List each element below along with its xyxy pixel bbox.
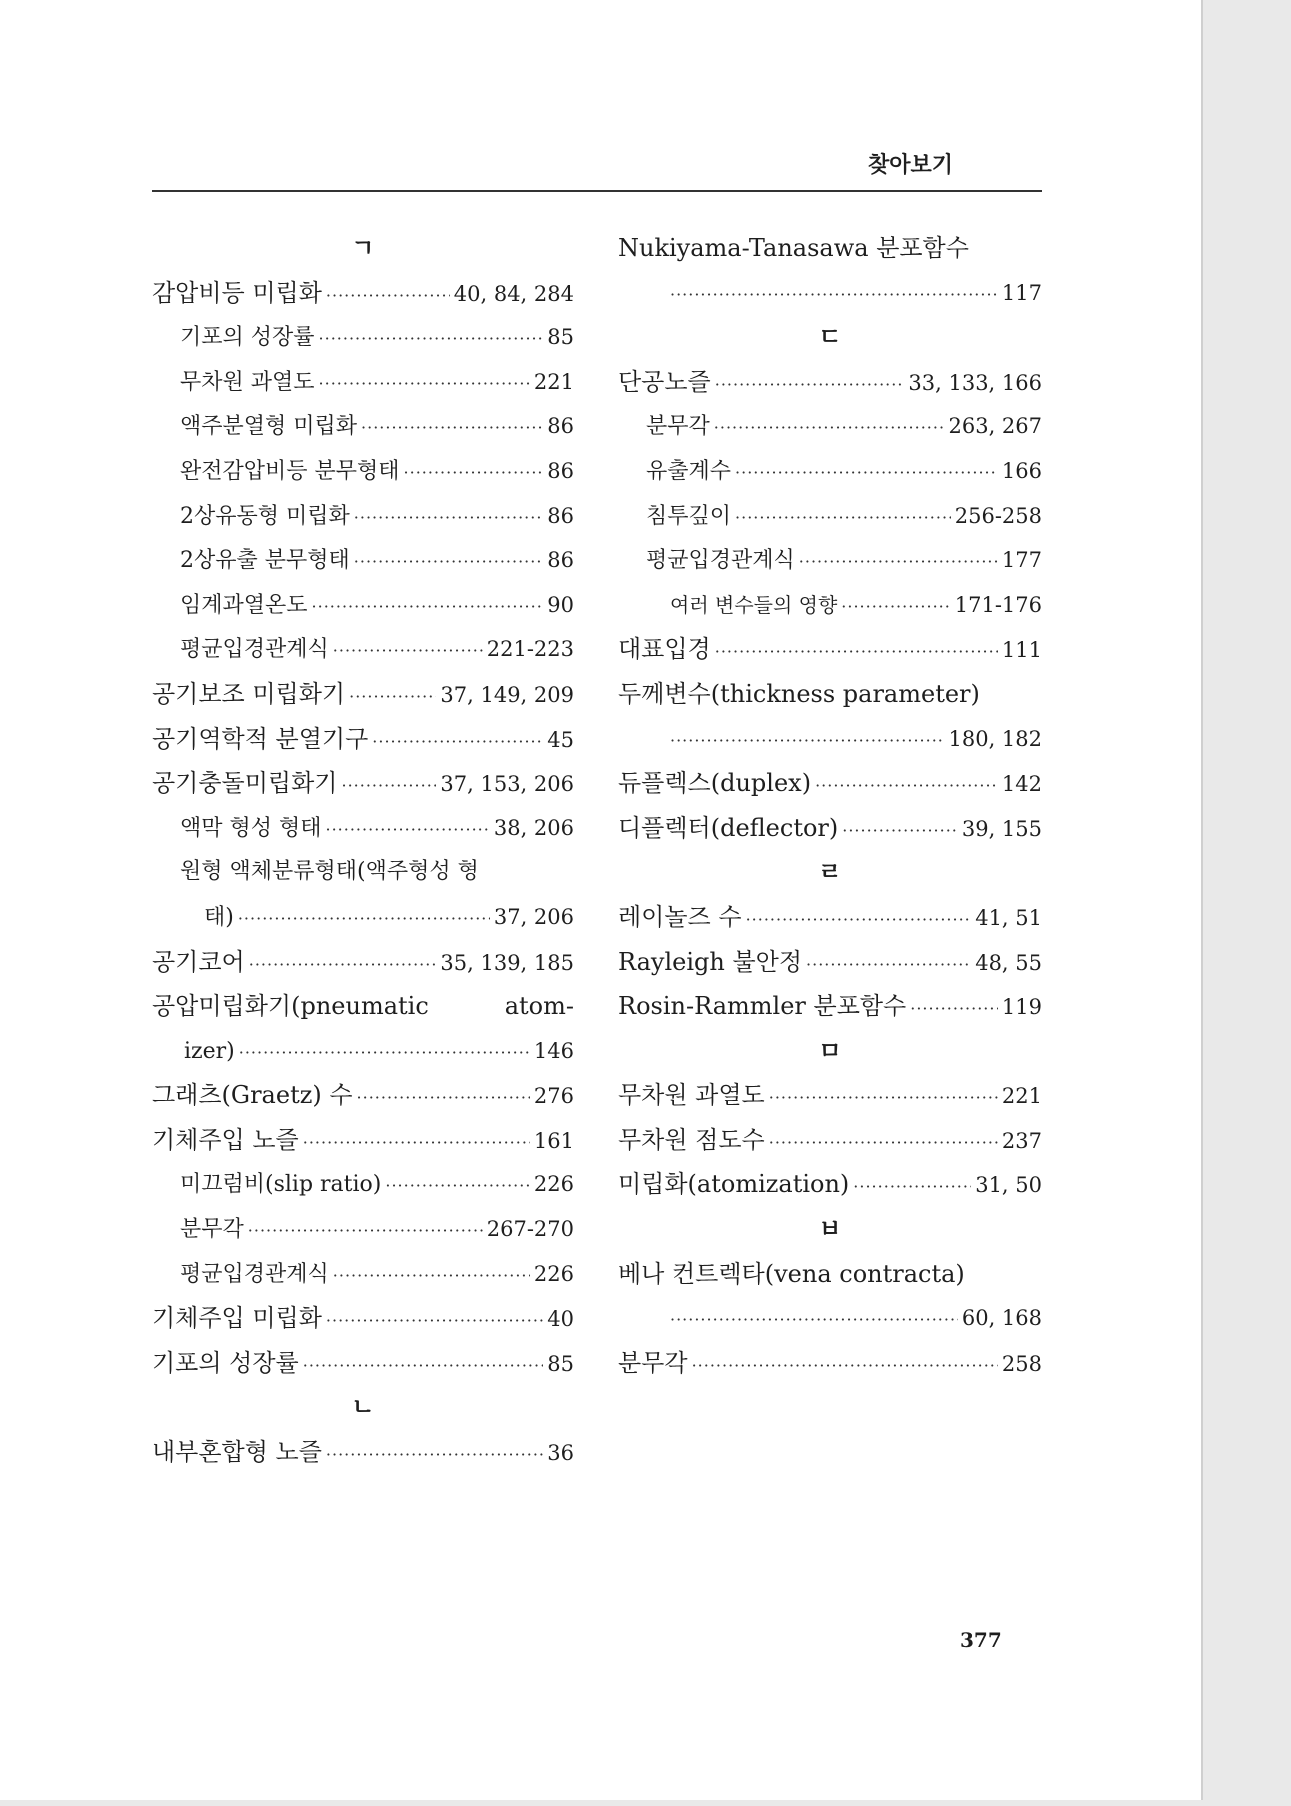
index-term: 베나 컨트렉타(vena contracta): [618, 1259, 965, 1288]
index-term: 무차원 과열도: [618, 1081, 765, 1110]
index-page-refs: 111: [1001, 638, 1042, 663]
index-page-refs: 39, 155: [961, 816, 1042, 841]
index-page-refs: 166: [1001, 458, 1042, 483]
index-page-refs: 86: [547, 548, 574, 573]
index-entry: [618, 1252, 1042, 1297]
leader-dots: [746, 898, 972, 943]
index-page-refs: 226: [533, 1172, 574, 1197]
section-letter: [618, 850, 1042, 895]
leader-dots: [333, 1254, 530, 1299]
index-page-refs: 60, 168: [961, 1306, 1042, 1331]
index-page-refs: 119: [1001, 995, 1042, 1020]
index-entry: [618, 226, 1042, 271]
index-term: Rosin-Rammler 분포함수: [618, 992, 907, 1021]
page-number: 377: [960, 1628, 1002, 1652]
leader-dots: [249, 943, 437, 988]
index-entry: [618, 404, 1042, 449]
index-term: 평균입경관계식: [180, 1261, 329, 1287]
leader-dots: [715, 630, 998, 675]
section-letter-text: ㄹ: [818, 858, 842, 887]
index-term: 공기역학적 분열기구: [152, 724, 369, 753]
index-term: 공기보조 미립화기: [152, 679, 346, 708]
index-term: Rayleigh 불안정: [618, 947, 803, 976]
index-page-refs: 221-223: [486, 637, 574, 662]
index-entry: [152, 940, 574, 985]
leader-dots: [319, 317, 544, 362]
index-entry: [618, 984, 1042, 1029]
leader-dots: [349, 675, 436, 720]
index-entry: [152, 449, 574, 494]
index-term: 액주분열형 미립화: [180, 414, 358, 440]
index-page-refs: 86: [547, 414, 574, 439]
index-page-refs: 37, 153, 206: [440, 772, 574, 797]
index-entry: [152, 895, 574, 940]
index-entry: [152, 1073, 574, 1118]
index-term: 무차원 점도수: [618, 1125, 765, 1154]
index-entry: [152, 850, 574, 895]
leader-dots: [239, 1031, 530, 1076]
leader-dots: [361, 406, 543, 451]
index-page-refs: 37, 149, 209: [440, 682, 574, 707]
index-term: 공기충돌미립화기: [152, 769, 338, 798]
index-term: 평균입경관계식: [646, 548, 795, 574]
leader-dots: [303, 1344, 544, 1389]
index-entry: [152, 1296, 574, 1341]
index-page-refs: 36: [547, 1441, 574, 1466]
index-page-refs: 177: [1001, 548, 1042, 573]
index-page-refs: 45: [547, 727, 574, 752]
leader-dots: [326, 808, 490, 853]
leader-dots: [670, 719, 944, 764]
section-letter-text: ㄷ: [818, 323, 842, 352]
index-entry: [618, 1296, 1042, 1341]
section-letter: [618, 1207, 1042, 1252]
index-entry: [152, 271, 574, 316]
index-term-continued: atom-: [504, 992, 574, 1021]
leader-dots: [319, 362, 530, 407]
index-entry: [618, 940, 1042, 985]
index-entry: [152, 494, 574, 539]
leader-dots: [799, 540, 998, 585]
leader-dots: [326, 1299, 543, 1344]
index-term: 미끄럼비(slip ratio): [180, 1172, 382, 1198]
index-entry: [152, 1162, 574, 1207]
index-page-refs: 40, 84, 284: [453, 281, 574, 306]
index-entry: [618, 672, 1042, 717]
index-entry: [152, 627, 574, 672]
header-rule: [152, 190, 1042, 192]
index-column-left: [152, 226, 574, 1475]
leader-dots: [354, 540, 544, 585]
index-term: 미립화(atomization): [618, 1170, 850, 1199]
leader-dots: [815, 764, 998, 809]
index-page-refs: 276: [533, 1084, 574, 1109]
index-entry: [618, 271, 1042, 316]
section-letter-text: ㅁ: [818, 1036, 842, 1065]
index-page-refs: 146: [533, 1038, 574, 1063]
index-entry: [152, 1207, 574, 1252]
leader-dots: [670, 1298, 958, 1343]
index-entry: [618, 1073, 1042, 1118]
index-page-refs: 85: [547, 1351, 574, 1376]
index-term: 평균입경관계식: [180, 637, 329, 663]
index-entry: [618, 806, 1042, 851]
index-entry: [152, 1430, 574, 1475]
leader-dots: [357, 1076, 530, 1121]
index-page-refs: 33, 133, 166: [908, 370, 1042, 395]
leader-dots: [735, 496, 951, 541]
index-entry: [152, 761, 574, 806]
leader-dots: [404, 451, 544, 496]
index-term: 공압미립화기(pneumatic: [152, 992, 429, 1021]
index-entry: [152, 315, 574, 360]
index-entry: [152, 538, 574, 583]
index-entry: [618, 494, 1042, 539]
leader-dots: [853, 1165, 971, 1210]
index-entry: [152, 672, 574, 717]
index-page-refs: 37, 206: [493, 904, 574, 929]
leader-dots: [238, 897, 490, 942]
index-page-refs: 171-176: [954, 592, 1042, 617]
index-entry: [152, 404, 574, 449]
index-entry: [618, 583, 1042, 628]
leader-dots: [303, 1121, 530, 1166]
index-page-refs: 263, 267: [948, 414, 1042, 439]
leader-dots: [248, 1209, 483, 1254]
index-page-refs: 48, 55: [975, 950, 1042, 975]
index-term: 단공노즐: [618, 367, 711, 396]
section-letter: [618, 1029, 1042, 1074]
index-term: 기체주입 노즐: [152, 1125, 299, 1154]
leader-dots: [910, 987, 998, 1032]
index-page-refs: 237: [1001, 1128, 1042, 1153]
leader-dots: [372, 720, 543, 765]
index-page-refs: 258: [1001, 1351, 1042, 1376]
index-page-refs: 35, 139, 185: [440, 950, 574, 975]
index-entry: [618, 360, 1042, 405]
index-term: 무차원 과열도: [180, 369, 315, 395]
index-term: 듀플렉스(duplex): [618, 769, 812, 798]
index-entry: [618, 761, 1042, 806]
index-page-refs: 41, 51: [975, 905, 1042, 930]
leader-dots: [806, 943, 971, 988]
index-term: 분무각: [618, 1348, 688, 1377]
index-term: 기체주입 미립화: [152, 1304, 322, 1333]
index-entry: [152, 984, 574, 1029]
index-entry: [152, 1341, 574, 1386]
index-term: 분무각: [646, 414, 710, 440]
index-entry: [152, 717, 574, 762]
leader-dots: [841, 585, 950, 630]
index-column-right: [618, 226, 1042, 1385]
index-term: 액막 형성 형태: [180, 815, 322, 841]
index-entry: [618, 717, 1042, 762]
index-page-refs: 86: [547, 458, 574, 483]
index-term: 기포의 성장률: [152, 1348, 299, 1377]
leader-dots: [692, 1344, 998, 1389]
index-term: 내부혼합형 노즐: [152, 1438, 322, 1467]
leader-dots: [385, 1164, 530, 1209]
index-page-refs: 221: [533, 369, 574, 394]
index-page-refs: 117: [1001, 280, 1042, 305]
index-entry: [618, 538, 1042, 583]
section-letter-text: ㄱ: [351, 234, 375, 262]
index-term: 기포의 성장률: [180, 325, 315, 351]
index-page-refs: 31, 50: [975, 1173, 1042, 1198]
leader-dots: [769, 1121, 998, 1166]
index-entry: [152, 806, 574, 851]
index-page-refs: 161: [533, 1128, 574, 1153]
index-entry: [152, 1252, 574, 1297]
index-term: 레이놀즈 수: [618, 902, 742, 931]
index-page-refs: 38, 206: [493, 815, 574, 840]
leader-dots: [326, 274, 450, 319]
index-entry: [152, 1118, 574, 1163]
index-term: 2상유동형 미립화: [180, 503, 350, 529]
index-term: 대표입경: [618, 635, 711, 664]
index-term: 공기코어: [152, 947, 245, 976]
section-letter-text: ㅂ: [818, 1215, 842, 1244]
leader-dots: [341, 764, 436, 809]
leader-dots: [735, 451, 998, 496]
index-page-refs: 142: [1001, 772, 1042, 797]
index-term: 분무각: [180, 1217, 244, 1243]
index-page-refs: 90: [547, 592, 574, 617]
leader-dots: [769, 1076, 998, 1121]
index-entry: [618, 449, 1042, 494]
leader-dots: [714, 406, 945, 451]
leader-dots: [312, 585, 544, 630]
index-term: 완전감압비등 분무형태: [180, 458, 400, 484]
index-term: 두께변수(thickness parameter): [618, 679, 980, 708]
index-page-refs: 267-270: [486, 1217, 574, 1242]
index-page-refs: 226: [533, 1261, 574, 1286]
section-letter: [618, 315, 1042, 360]
index-entry: [152, 360, 574, 405]
index-term: 디플렉터(deflector): [618, 813, 839, 842]
index-term: 그래츠(Graetz) 수: [152, 1081, 353, 1110]
index-page-refs: 180, 182: [948, 726, 1042, 751]
section-letter: [152, 226, 574, 271]
index-term: izer): [184, 1038, 235, 1064]
index-entry: [618, 627, 1042, 672]
index-term: 감압비등 미립화: [152, 278, 322, 307]
leader-dots: [326, 1433, 543, 1478]
index-entry: [152, 1029, 574, 1074]
index-page-refs: 40: [547, 1307, 574, 1332]
index-term: 원형 액체분류형태(액주형성 형: [180, 859, 479, 885]
leader-dots: [670, 273, 998, 318]
index-page-refs: 221: [1001, 1084, 1042, 1109]
index-term: 태): [204, 904, 234, 930]
index-entry: [152, 583, 574, 628]
index-term: 2상유출 분무형태: [180, 548, 350, 574]
index-entry: [618, 1162, 1042, 1207]
leader-dots: [715, 363, 905, 408]
leader-dots: [842, 809, 958, 854]
index-term: Nukiyama-Tanasawa 분포함수: [618, 234, 969, 262]
index-term: 여러 변수들의 영향: [670, 592, 838, 617]
leader-dots: [354, 496, 544, 541]
running-header-title: 찾아보기: [867, 153, 953, 178]
index-term: 임계과열온도: [180, 592, 308, 618]
leader-dots: [333, 629, 483, 674]
index-page-refs: 86: [547, 503, 574, 528]
index-term: 유출계수: [646, 458, 732, 484]
index-term: 침투깊이: [646, 503, 732, 529]
section-letter-text: ㄴ: [351, 1393, 375, 1422]
index-entry: [618, 1118, 1042, 1163]
index-page-refs: 85: [547, 325, 574, 350]
index-entry: [618, 895, 1042, 940]
index-page-refs: 256-258: [954, 503, 1042, 528]
section-letter: [152, 1385, 574, 1430]
index-entry: [618, 1341, 1042, 1386]
